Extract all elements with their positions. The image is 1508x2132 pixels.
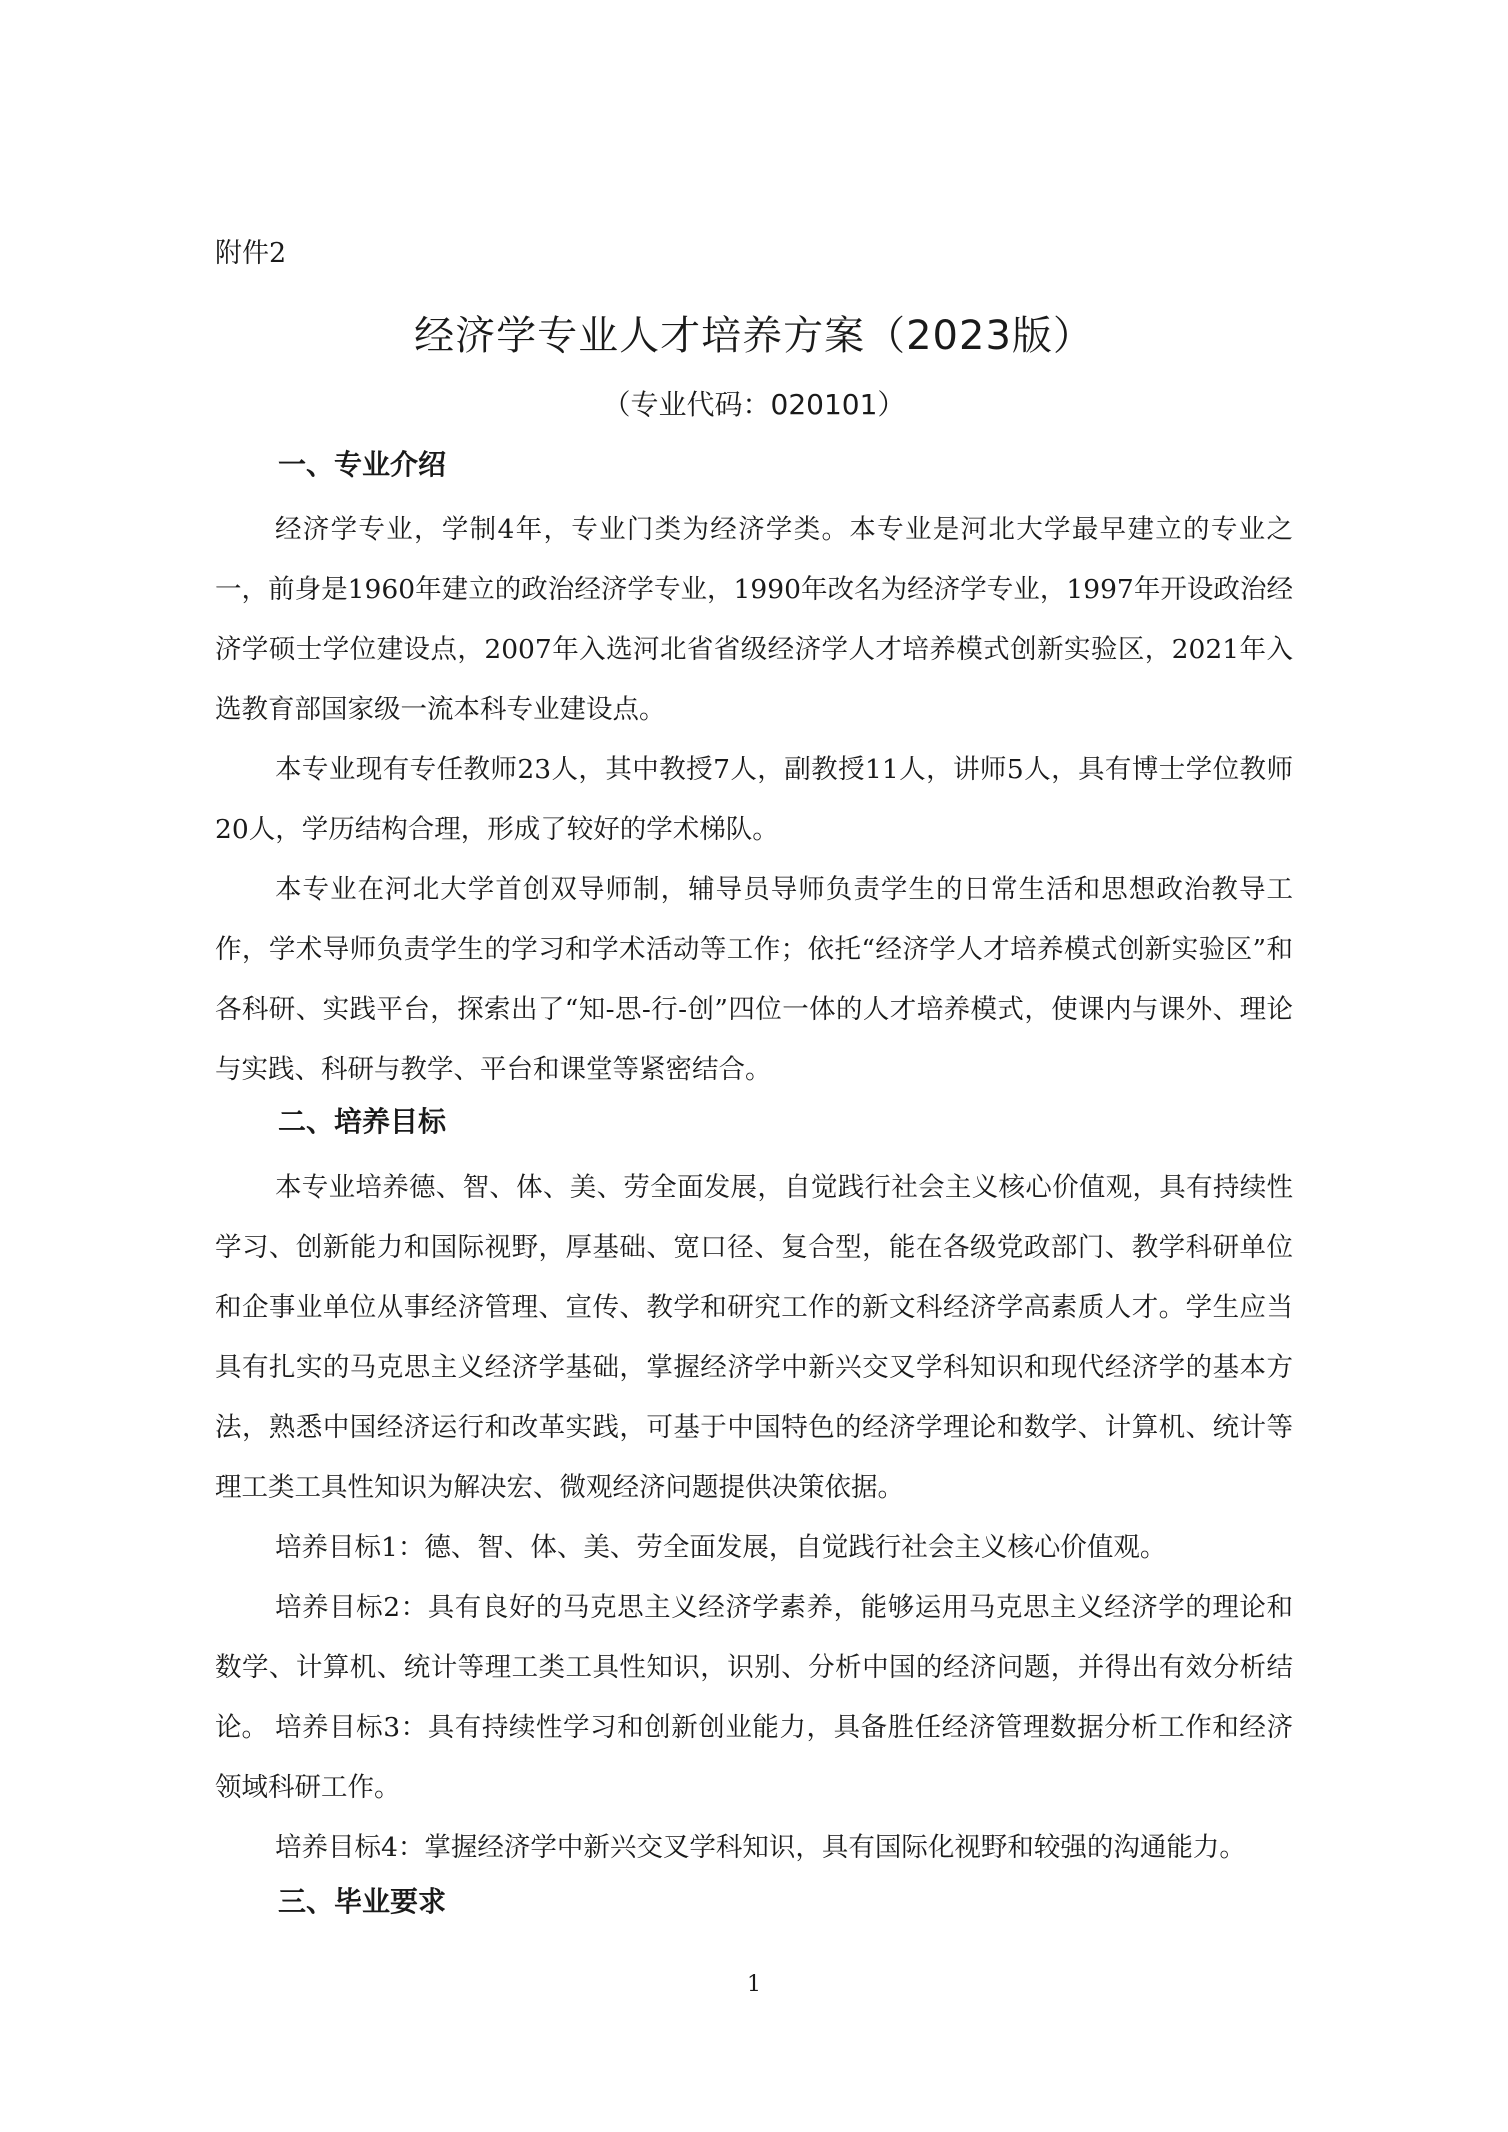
section-heading-introduction: 一、专业介绍 bbox=[278, 448, 447, 481]
paragraph-objectives-overview: 本专业培养德、智、体、美、劳全面发展，自觉践行社会主义核心价值观，具有持续性学习、创新能力和国际视野，厚基础、宽口径、复合型，能在各级党政部门、教学科研单位和企事业单位从事经济管理、宣传、教学和研究工作的新文科经济学高素质人才。学生应当具有扎实的马克思主义经济学基础，掌握经济学中新兴交叉学科知识和现代经济学的基本方法，熟悉中国经济运行和改革实践，可基于中国特色的经济学理论和数学、计算机、统计等理工类工具性知识为解决宏、微观经济问题提供决策依据。 bbox=[215, 1172, 1293, 1503]
objective-3: 培养目标3：具有持续性学习和创新创业能力，具备胜任经济管理数据分析工作和经济领域科研工作。 bbox=[215, 1712, 1293, 1803]
section-heading-objectives: 二、培养目标 bbox=[278, 1105, 447, 1138]
document-title: 经济学专业人才培养方案（2023版） bbox=[414, 313, 1094, 359]
objective-1: 培养目标1：德、智、体、美、劳全面发展，自觉践行社会主义核心价值观。 bbox=[275, 1532, 1167, 1563]
paragraph-introduction-history: 经济学专业，学制4年，专业门类为经济学类。本专业是河北大学最早建立的专业之一，前身是1960年建立的政治经济学专业，1990年改名为经济学专业，1997年开设政治经济学硕士学位建设点，2007年入选河北省省级经济学人才培养模式创新实验区，2021年入选教育部国家级一流本科专业建设点。 bbox=[215, 514, 1293, 725]
paragraph-introduction-faculty: 本专业现有专任教师23人，其中教授7人，副教授11人，讲师5人，具有博士学位教师20人，学历结构合理，形成了较好的学术梯队。 bbox=[215, 754, 1293, 845]
objective-4: 培养目标4：掌握经济学中新兴交叉学科知识，具有国际化视野和较强的沟通能力。 bbox=[275, 1832, 1246, 1863]
objective-2: 培养目标2：具有良好的马克思主义经济学素养，能够运用马克思主义经济学的理论和数学、计算机、统计等理工类工具性知识，识别、分析中国的经济问题，并得出有效分析结论。 bbox=[215, 1592, 1293, 1743]
section-heading-graduation-requirements: 三、毕业要求 bbox=[278, 1885, 447, 1918]
program-code: （专业代码：020101） bbox=[602, 388, 906, 421]
paragraph-introduction-mentorship: 本专业在河北大学首创双导师制，辅导员导师负责学生的日常生活和思想政治教导工作，学术导师负责学生的学习和学术活动等工作；依托“经济学人才培养模式创新实验区”和各科研、实践平台，探索出了“知-思-行-创”四位一体的人才培养模式，使课内与课外、理论与实践、科研与教学、平台和课堂等紧密结合。 bbox=[215, 874, 1293, 1085]
page-number: 1 bbox=[747, 1972, 761, 1997]
attachment-label: 附件2 bbox=[215, 238, 287, 269]
